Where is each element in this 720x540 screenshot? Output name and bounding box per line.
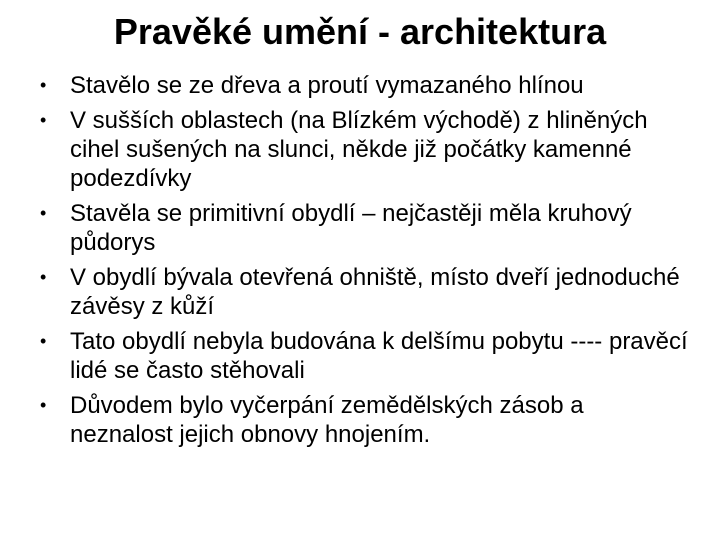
bullet-text: Tato obydlí nebyla budována k delšímu pobytu ---- pravěcí lidé se často stěhovali: [70, 328, 688, 384]
list-item: [40, 391, 690, 449]
bullet-text: Důvodem bylo vyčerpání zemědělských zásob a neznalost jejich obnovy hnojením.: [70, 392, 584, 448]
bullet-list: [40, 71, 690, 455]
bullet-text: Stavěla se primitivní obydlí – nejčastěji měla kruhový půdorys: [70, 200, 632, 256]
bullet-icon: •: [40, 75, 47, 95]
list-item: [40, 327, 690, 385]
bullet-icon: •: [40, 395, 47, 415]
list-item: [40, 199, 690, 257]
bullet-icon: •: [40, 267, 47, 287]
bullet-icon: •: [40, 203, 47, 223]
bullet-text: V obydlí bývala otevřená ohniště, místo dveří jednoduché závěsy z kůží: [70, 264, 680, 320]
bullet-icon: •: [40, 331, 47, 351]
bullet-text: V sušších oblastech (na Blízkém východě) z hliněných cihel sušených na slunci, někde již počátky kamenné podezdívky: [70, 107, 648, 192]
list-item: [40, 106, 690, 193]
slide-title: Pravěké umění - architektura: [113, 11, 607, 52]
bullet-icon: •: [40, 110, 47, 130]
bullet-text: Stavělo se ze dřeva a proutí vymazaného hlínou: [70, 72, 584, 99]
list-item: [40, 71, 690, 100]
list-item: [40, 263, 690, 321]
